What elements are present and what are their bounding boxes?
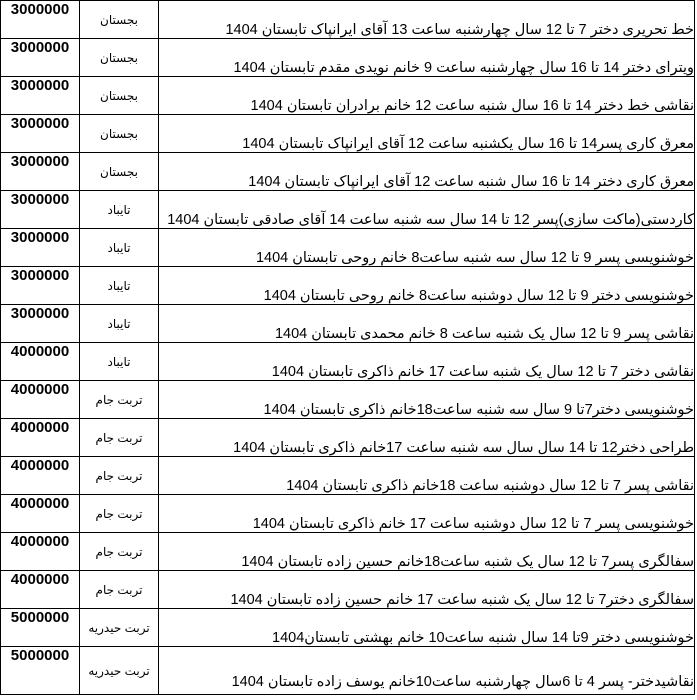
course-title-cell: ویترای دختر 14 تا 16 سال چهارشنبه ساعت 9 خانم نویدی مقدم تابستان 1404 (159, 39, 695, 77)
price-cell: 5000000 (1, 647, 80, 695)
price-cell: 4000000 (1, 381, 80, 419)
table-row (1, 267, 695, 305)
price-cell: 3000000 (1, 229, 80, 267)
location-cell: تربت جام (80, 533, 159, 571)
price-cell: 3000000 (1, 1, 80, 39)
course-title-cell: معرق کاری پسر14 تا 16 سال یکشنبه ساعت 12 آقای ایرانپاک تابستان 1404 (159, 115, 695, 153)
course-title-cell: نقاشیدختر- پسر 4 تا 6سال چهارشنبه ساعت10خانم یوسف زاده تابستان 1404 (159, 647, 695, 695)
price-cell: 4000000 (1, 533, 80, 571)
table-row (1, 229, 695, 267)
course-title-cell: خوشنویسی دختر 9تا 14 سال شنبه ساعت10 خانم بهشتی تابستان1404 (159, 609, 695, 647)
location-cell: تایباد (80, 343, 159, 381)
location-cell: بجستان (80, 39, 159, 77)
table-row (1, 343, 695, 381)
location-cell: تربت جام (80, 381, 159, 419)
table-row (1, 1, 695, 39)
course-title-cell: معرق کاری دختر 14 تا 16 سال شنبه ساعت 12 آقای ایرانپاک تابستان 1404 (159, 153, 695, 191)
price-cell: 4000000 (1, 419, 80, 457)
table-row (1, 381, 695, 419)
location-cell: تایباد (80, 305, 159, 343)
course-title-cell: خوشنویسی دختر7تا 9 سال سه شنبه ساعت18خانم ذاکری تابستان 1404 (159, 381, 695, 419)
course-title-cell: خط تحریری دختر 7 تا 12 سال چهارشنبه ساعت 13 آقای ایرانپاک تابستان 1404 (159, 1, 695, 39)
price-cell: 4000000 (1, 457, 80, 495)
table-row (1, 647, 695, 695)
location-cell: بجستان (80, 1, 159, 39)
location-cell: بجستان (80, 115, 159, 153)
location-cell: بجستان (80, 153, 159, 191)
price-cell: 4000000 (1, 571, 80, 609)
price-cell: 3000000 (1, 267, 80, 305)
location-cell: تربت جام (80, 457, 159, 495)
location-cell: تایباد (80, 191, 159, 229)
table-row (1, 115, 695, 153)
location-cell: تربت حیدریه (80, 609, 159, 647)
price-cell: 3000000 (1, 39, 80, 77)
location-cell: تربت جام (80, 571, 159, 609)
price-cell: 5000000 (1, 609, 80, 647)
table-row (1, 457, 695, 495)
location-cell: تایباد (80, 229, 159, 267)
table-row (1, 571, 695, 609)
price-cell: 3000000 (1, 77, 80, 115)
course-title-cell: سفالگری پسر7 تا 12 سال یک شنبه ساعت18خانم حسین زاده تابستان 1404 (159, 533, 695, 571)
table-row (1, 495, 695, 533)
location-cell: تایباد (80, 267, 159, 305)
price-cell: 3000000 (1, 153, 80, 191)
table-row (1, 419, 695, 457)
table-row (1, 191, 695, 229)
price-cell: 3000000 (1, 305, 80, 343)
course-title-cell: کاردستی(ماکت سازی)پسر 12 تا 14 سال سه شنبه ساعت 14 آقای صادقی تابستان 1404 (159, 191, 695, 229)
course-title-cell: خوشنویسی پسر 9 تا 12 سال سه شنبه ساعت8 خانم روحی تابستان 1404 (159, 229, 695, 267)
table-row (1, 39, 695, 77)
price-cell: 4000000 (1, 495, 80, 533)
course-title-cell: نقاشی دختر 7 تا 12 سال یک شنبه ساعت 17 خانم ذاکری تابستان 1404 (159, 343, 695, 381)
price-cell: 3000000 (1, 115, 80, 153)
course-title-cell: سفالگری دختر7 تا 12 سال یک شنبه ساعت 17 خانم حسین زاده تابستان 1404 (159, 571, 695, 609)
table-row (1, 305, 695, 343)
table-row (1, 533, 695, 571)
course-title-cell: نقاشی پسر 7 تا 12 سال دوشنبه ساعت 18خانم ذاکری تابستان 1404 (159, 457, 695, 495)
course-title-cell: نقاشی خط دختر 14 تا 16 سال شنبه ساعت 12 خانم برادران تابستان 1404 (159, 77, 695, 115)
course-title-cell: خوشنویسی پسر 7 تا 12 سال دوشنبه ساعت 17 خانم ذاکری تابستان 1404 (159, 495, 695, 533)
price-cell: 3000000 (1, 191, 80, 229)
table-row (1, 609, 695, 647)
course-title-cell: طراحی دختر12 تا 14 سال سال سه شنبه ساعت 17خانم ذاکری تابستان 1404 (159, 419, 695, 457)
table-row (1, 77, 695, 115)
price-cell: 4000000 (1, 343, 80, 381)
location-cell: تربت جام (80, 419, 159, 457)
table-row (1, 153, 695, 191)
location-cell: بجستان (80, 77, 159, 115)
course-title-cell: نقاشی پسر 9 تا 12 سال یک شنبه ساعت 8 خانم محمدی تابستان 1404 (159, 305, 695, 343)
location-cell: تربت جام (80, 495, 159, 533)
course-title-cell: خوشنویسی دختر 9 تا 12 سال دوشنبه ساعت8 خانم روحی تابستان 1404 (159, 267, 695, 305)
location-cell: تربت حیدریه (80, 647, 159, 695)
